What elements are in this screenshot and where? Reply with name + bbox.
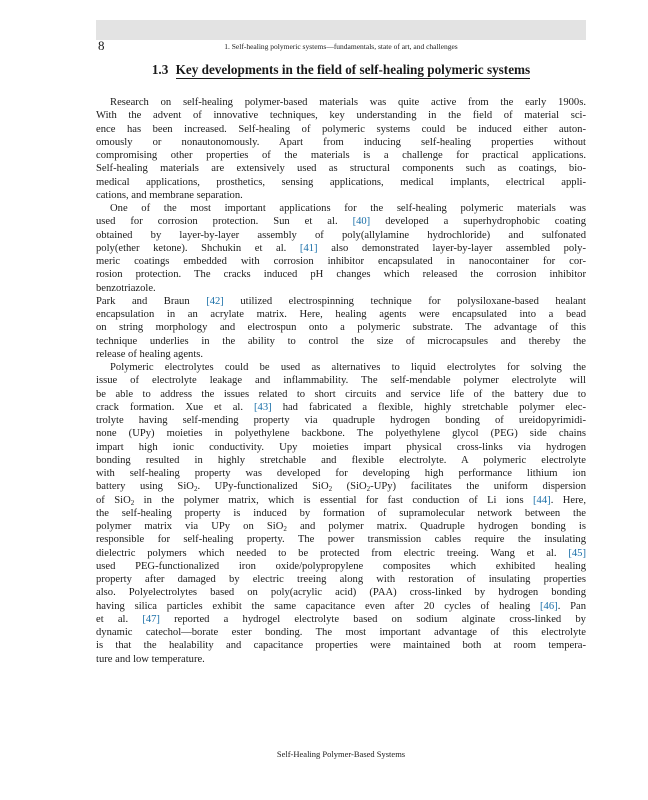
text-line: release of healing agents. xyxy=(96,348,204,360)
section-heading xyxy=(96,62,586,78)
paragraph-1 xyxy=(96,96,586,202)
text-line: poly(ether ketone). Shchukin et al. [41] also demonstrated layer-by-layer assembled poly- xyxy=(96,242,586,254)
text-line: dynamic catechol—borate ester bonding. The most important advantage of this electrolyte xyxy=(96,627,586,638)
text-line: ence has been increased. Self-healing of polymeric systems could be induced either auton- xyxy=(96,123,586,135)
text-line: benzotriazole. xyxy=(96,282,156,294)
page-footer: Self-Healing Polymer-Based Systems xyxy=(276,749,406,759)
section-number: 1.3 xyxy=(151,62,169,77)
citation-link-47[interactable]: [47] xyxy=(142,613,160,625)
text-line: et al. [47] reported a hydrogel electrolyte based on sodium alginate cross-linked by xyxy=(96,613,586,625)
text-line: compromising other properties of the materials is a challenge for practical applications. xyxy=(96,150,586,161)
text-line: having silica particles exhibit the same capacitance even after 20 cycles of healing [46]. Pan xyxy=(96,600,586,612)
text-line: also. Polyelectrolytes based on poly(acrylic acid) (PAA) cross-linked by hydrogen bonding xyxy=(96,587,586,599)
text-line: with self-healing property was developed for developing high performance lithium ion xyxy=(96,468,586,479)
body-text xyxy=(96,96,586,666)
text-line: technique underlies in the ability to control the size of microcapsules and thereby the xyxy=(96,335,586,347)
paragraph-4 xyxy=(96,361,586,666)
citation-link-41[interactable]: [41] xyxy=(299,242,318,254)
text-line: the self-healing property is induced by formation of supramolecular network between the xyxy=(96,507,586,519)
text-line: crack formation. Xue et al. [43] had fabricated a flexible, highly stretchable polymer elec- xyxy=(96,401,586,413)
text-line: encapsulation in an acrylate matrix. Here, healing agents were encapsulated into a bead xyxy=(96,309,586,320)
citation-link-44[interactable]: [44] xyxy=(533,494,551,506)
text-line: cations, and membrane separation. xyxy=(96,189,243,201)
text-line: issue of electrolyte leakage and inflammability. The self-mendable polymer electrolyte will xyxy=(96,375,586,387)
text-line: Research on self-healing polymer-based materials was quite active from the early 1900s. xyxy=(110,97,586,108)
text-line: used PEG-functionalized iron oxide/polypropylene composites which exhibited healing xyxy=(96,560,586,572)
section-title: Key developments in the field of self-healing polymeric systems xyxy=(175,62,531,77)
text-line: omously or nonautonomously. Apart from inducing self-healing properties without xyxy=(96,136,586,148)
text-line: meric coatings embedded with corrosion inhibitor encapsulated in nanocontainer for cor- xyxy=(96,256,586,267)
text-line: Polymeric electrolytes could be used as alternatives to liquid electrolytes for solving the xyxy=(110,362,586,373)
citation-link-43[interactable]: [43] xyxy=(254,401,272,413)
text-line: of SiO$_2$ in the polymer matrix, which is essential for fast conduction of Li ions [44]. Here, xyxy=(96,494,586,507)
text-line: dielectric polymers which needed to be protected from electric treeing. Wang et al. [45] xyxy=(96,547,586,559)
text-line: medical applications, prosthetics, sensing applications, medical implants, electrical appli- xyxy=(96,176,586,188)
citation-link-42[interactable]: [42] xyxy=(206,295,224,307)
page-number: 8 xyxy=(98,38,105,53)
text-line: impart high ionic conductivity. Upy moieties impart physical cross-links via hydrogen xyxy=(96,441,586,453)
citation-link-40[interactable]: [40] xyxy=(352,216,371,228)
text-line: rosion protection. The cracks induced pH changes which released the corrosion inhibitor xyxy=(96,269,586,281)
header-band xyxy=(96,20,586,40)
text-line: polymer matrix via UPy on SiO$_2$ and polymer matrix. Quadruple hydrogen bonding is xyxy=(96,521,586,533)
citation-link-45[interactable]: [45] xyxy=(568,547,586,559)
text-line: obtained by layer-by-layer assembly of poly(allylamine hydrochloride) and sulfonated xyxy=(96,229,586,241)
text-line: be able to address the issues related to short circuits and service life of the battery due to xyxy=(96,388,586,400)
running-head: 1. Self-healing polymeric systems—fundamentals, state of art, and challenges xyxy=(224,42,458,51)
text-line: on string morphology and electrospun onto a polymeric substrate. The advantage of this xyxy=(96,322,586,334)
paragraph-3 xyxy=(96,295,586,361)
text-line: none (UPy) moieties in polyethylene backbone. The polyethylene glycol (PEG) side chains xyxy=(96,428,586,440)
text-line: ture and low temperature. xyxy=(96,653,205,665)
text-line: trolyte having self-mending property via quadruple hydrogen bonding of ureidopyrimidi- xyxy=(96,415,586,426)
text-line: With the advent of innovative techniques, key understanding in the field of material sci- xyxy=(96,110,586,122)
citation-link-46[interactable]: [46] xyxy=(540,600,558,612)
text-line: Self-healing materials are extensively used as structural components such as coatings, bio- xyxy=(96,163,586,175)
text-line: One of the most important applications for the self-healing polymeric materials was xyxy=(110,203,586,214)
text-line: is that the healability and capacitance properties were maintained both at room tempera- xyxy=(96,640,586,652)
text-line: Park and Braun [42] utilized electrospinning technique for polysiloxane-based healant xyxy=(96,295,586,307)
text-line: responsible for self-healing property. The power transmission cables require the insulating xyxy=(96,534,586,546)
paragraph-2 xyxy=(96,202,586,295)
text-line: bonding resulted in highly stretchable and flexible electrolyte. A polymeric electrolyte xyxy=(96,454,586,466)
text-line: property after damaged by electric treeing along with restoration of insulating properties xyxy=(96,574,586,585)
text-line: used for corrosion protection. Sun et al. [40] developed a superhydrophobic coating xyxy=(96,216,586,228)
text-line: battery using SiO$_2$. UPy-functionalized SiO$_2$ (SiO$_2$-UPy) facilitates the uniform dispersion xyxy=(96,481,586,494)
